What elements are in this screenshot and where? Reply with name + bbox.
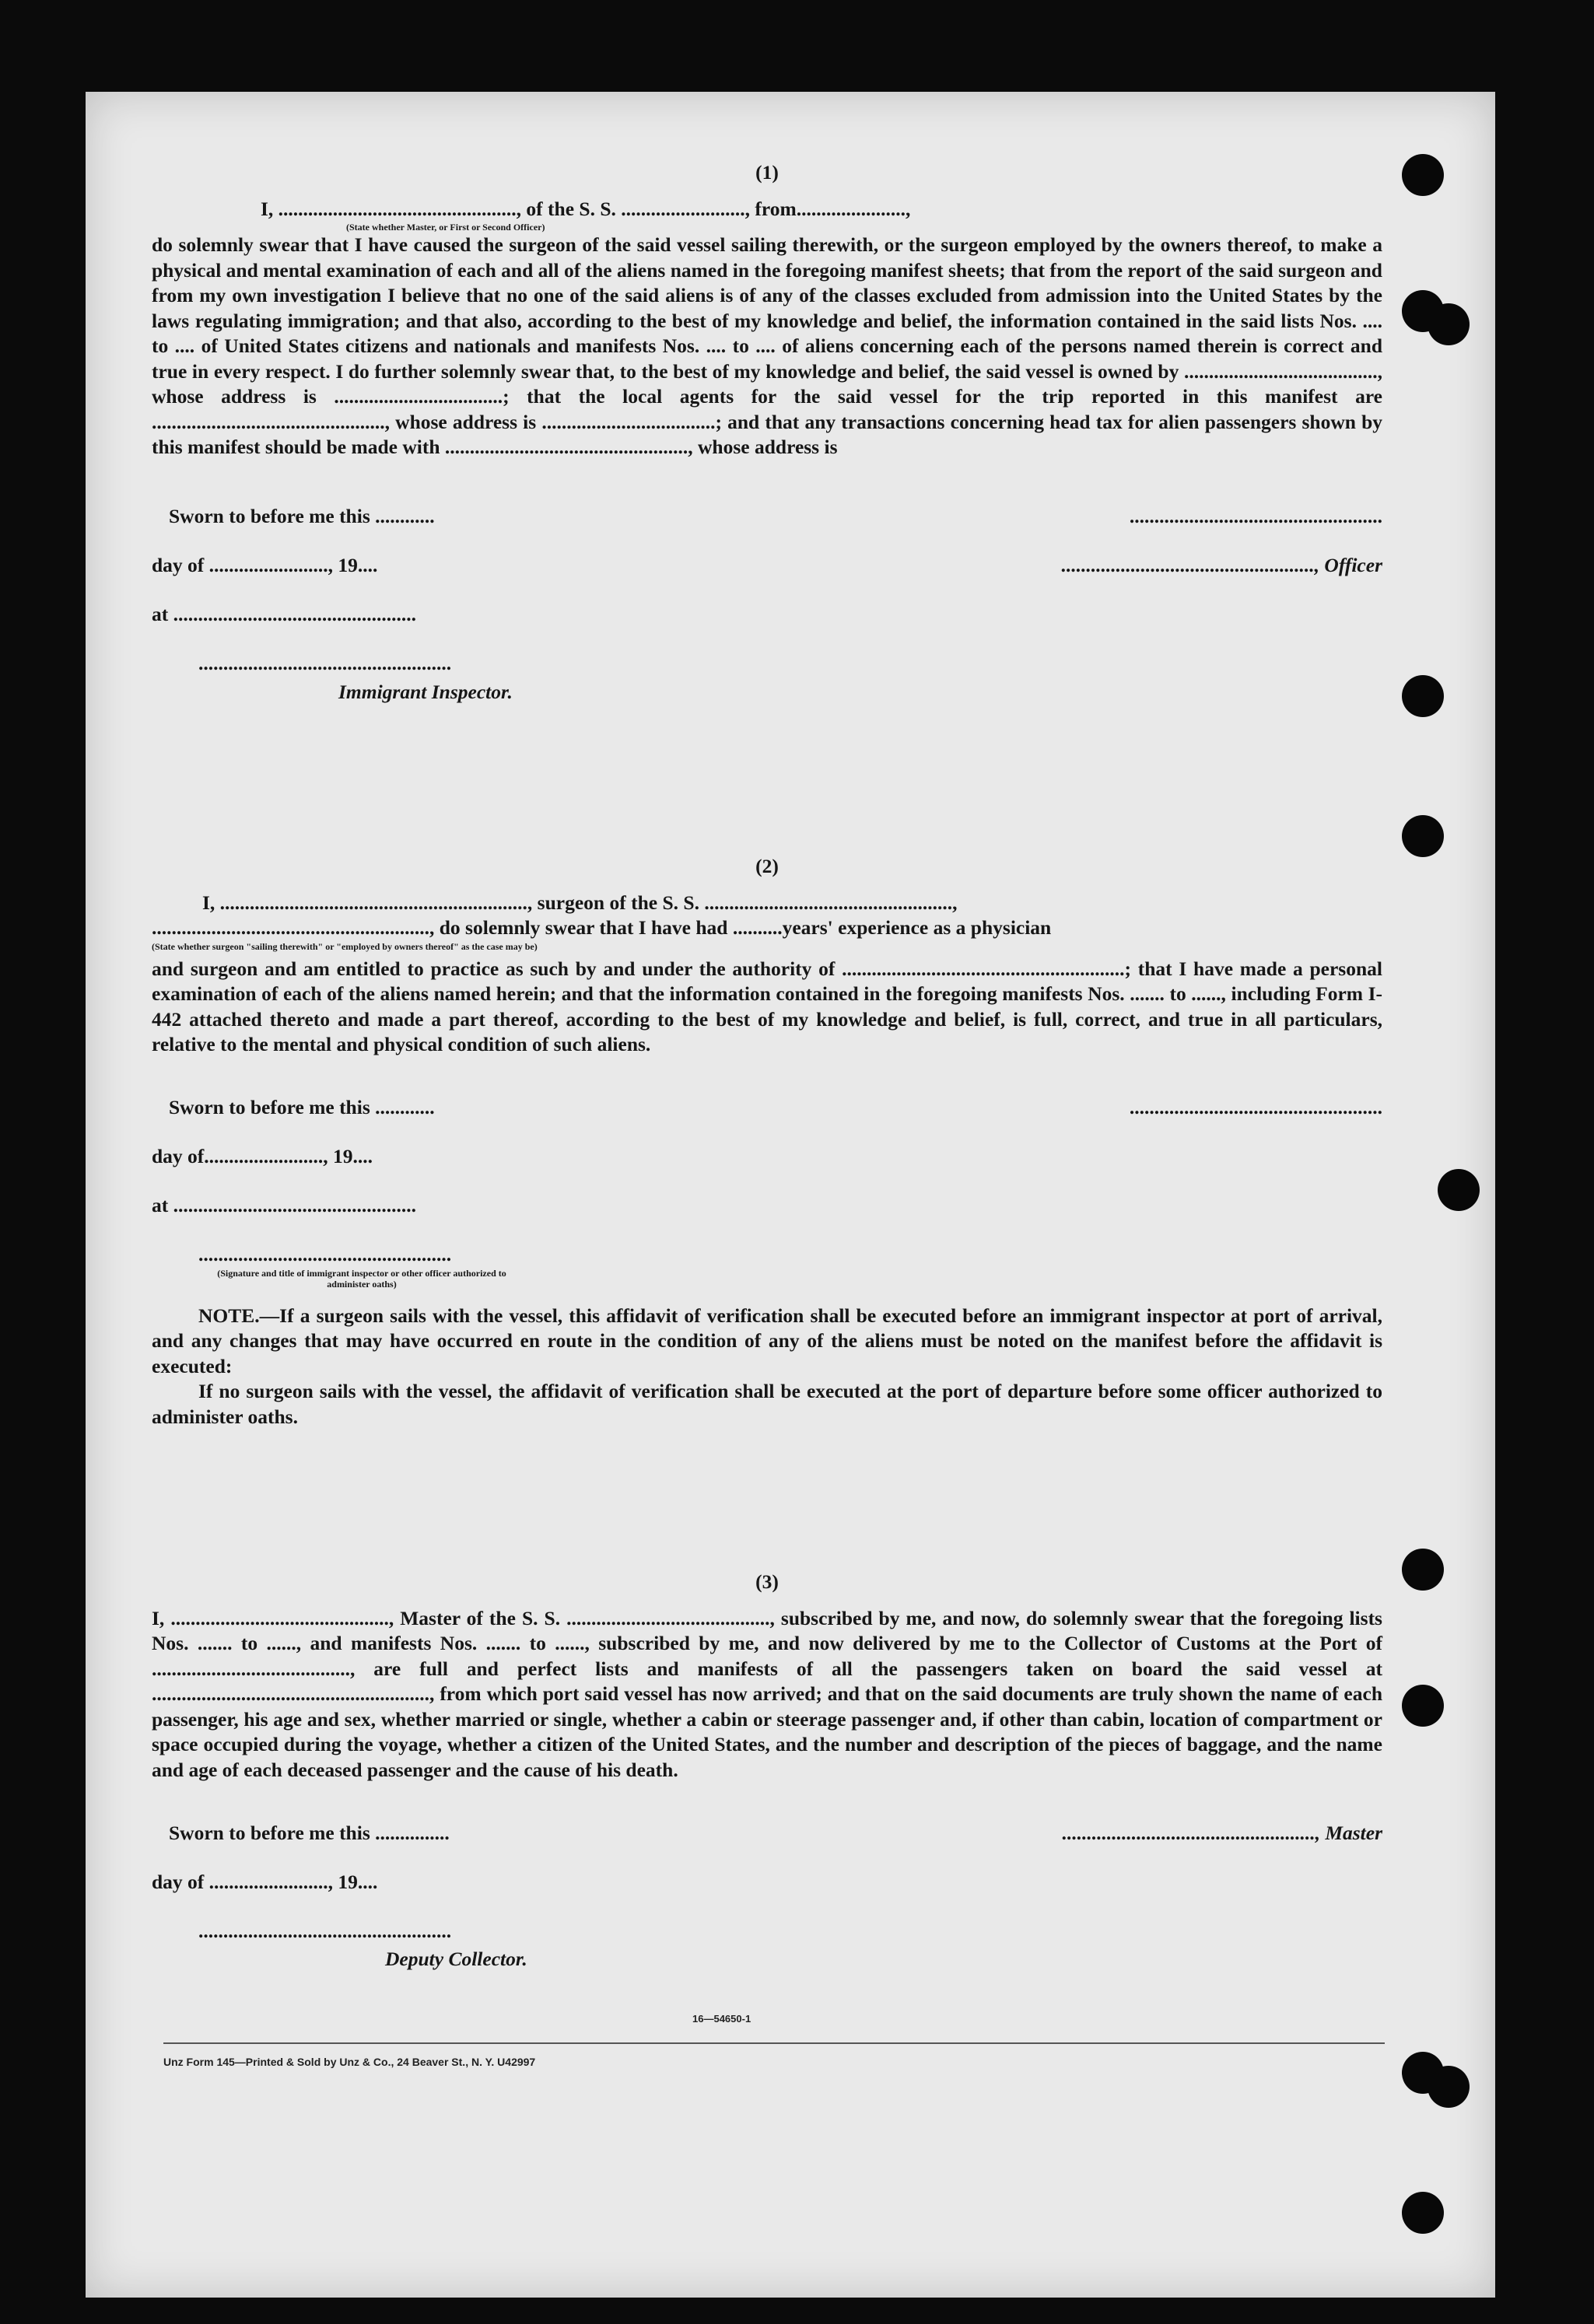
officer-blank-line: ................................................... <box>1129 505 1382 527</box>
binder-hole <box>1402 815 1444 857</box>
section-1-number: (1) <box>755 161 779 184</box>
section-3-body <box>152 1606 1382 1783</box>
section-1-line1-note: (State whether Master, or First or Second Officer) <box>346 222 545 233</box>
right-signature-line: ................................................... <box>1129 1096 1382 1118</box>
printer-footer: Unz Form 145—Printed & Sold by Unz & Co., 24 Beaver St., N. Y. U42997 <box>163 2056 536 2068</box>
signature-note: (Signature and title of immigrant inspector or other officer authorized to administer oaths) <box>217 1267 506 1290</box>
binder-hole <box>1402 1549 1444 1591</box>
footer-rule <box>163 2042 1385 2044</box>
officer-label: ..................................................., Officer <box>1061 554 1382 576</box>
collector-label: Deputy Collector. <box>385 1948 527 1970</box>
binder-hole <box>1402 2192 1444 2234</box>
form-code: 16—54650-1 <box>692 2013 751 2025</box>
signature-line: ................................................... <box>198 1243 452 1265</box>
sworn-label: Sworn to before me this ............... <box>169 1821 450 1844</box>
section-3-right <box>877 1797 1382 1972</box>
section-1-left <box>152 481 513 705</box>
inspector-signature-line: ................................................... <box>198 652 452 674</box>
collector-signature-line: ................................................... <box>198 1919 452 1942</box>
section-1-line1: I, ................................................, of the S. S. ........................., from......................, <box>261 197 911 220</box>
note-1: NOTE.—If a surgeon sails with the vessel, this affidavit of verification shall be executed before an immigrant inspector at port of arrival, and any changes that may have occurred en route in the condition of any of the aliens must be noted on the manifest before the affidavit is executed: <box>152 1304 1382 1377</box>
section-1-body <box>152 233 1382 460</box>
section-1-sworn <box>152 481 1382 705</box>
binder-hole <box>1428 303 1470 345</box>
section-3-left <box>152 1797 527 1972</box>
section-3-number: (3) <box>755 1570 779 1593</box>
section-3-sworn <box>152 1797 1382 1972</box>
binder-hole <box>1402 154 1444 196</box>
binder-hole <box>1402 675 1444 717</box>
sworn-label: Sworn to before me this ............ <box>169 1096 435 1118</box>
day-label: day of........................, 19.... <box>152 1145 373 1167</box>
section-2-number: (2) <box>755 855 779 877</box>
at-label: at ................................................. <box>152 603 416 625</box>
day-label: day of ........................, 19.... <box>152 1870 378 1893</box>
binder-hole <box>1438 1169 1480 1211</box>
section-2-sworn <box>152 1072 1382 1290</box>
binder-hole <box>1428 2066 1470 2108</box>
section-1-right <box>877 481 1382 705</box>
at-label: at ................................................. <box>152 1194 416 1216</box>
day-label: day of ........................, 19.... <box>152 554 378 576</box>
binder-hole <box>1402 1685 1444 1727</box>
inspector-label: Immigrant Inspector. <box>338 680 513 703</box>
section-2-right <box>877 1072 1382 1290</box>
section-2-body <box>152 957 1382 1058</box>
section-1 <box>152 160 1382 705</box>
section-2-paragraph: and surgeon and am entitled to practice as such by and under the authority of .........................................................; that I have made a personal examination of each of the aliens named herein; and that the information contained in the foregoing manifests Nos. ....... to ......, including Form I-442 attached thereto and made a part thereof, according to the best of my knowledge and belief, is full, correct, and true in all particulars, relative to the mental and physical condition of such aliens. <box>152 957 1382 1055</box>
sworn-label: Sworn to before me this ............ <box>169 505 435 527</box>
master-label: ..................................................., Master <box>1062 1821 1382 1844</box>
section-3-paragraph: I, ............................................, Master of the S. S. ........................................., subscribed by me, and now, do solemnly swear that the foregoing lists Nos. ....... to ......, and manifests Nos. ....... to ......, subscribed by me, and now delivered by me to the Collector of Customs at the Port of ........................................, are full and perfect lists and manifests of all the passengers taken on board the said vessel at ........................................................, from which port said vessel has now arrived; and that on the said documents are truly shown the name of each passenger, his age and sex, whether married or single, whether a cabin or steerage passenger and, if other than cabin, location of compartment or space occupied during the voyage, whether a citizen of the United States, and the number and description of the pieces of baggage, and the name and age of each deceased passenger and the cause of his death. <box>152 1606 1382 1781</box>
section-1-paragraph: do solemnly swear that I have caused the surgeon of the said vessel sailing therewith, or the surgeon employed by the owners thereof, to make a physical and mental examination of each and all of the aliens named in the foregoing manifest sheets; that from the report of the said surgeon and from my own investigation I believe that no one of the said aliens is of any of the classes excluded from admission into the United States by the laws regulating immigration; and that also, according to the best of my knowledge and belief, the information contained in the said lists Nos. .... to .... of United States citizens and nationals and manifests Nos. .... to .... of aliens concerning each of the persons named therein is correct and true in every respect. I do further solemnly swear that, to the best of my knowledge and belief, the said vessel is owned by ......................................., whose address is ..................................; that the local agents for the said vessel for the trip reported in this manifest are ..............................................., whose address is ...................................; and that any transactions concerning head tax for alien passengers shown by this manifest should be made with ................................................., whose address is <box>152 233 1382 458</box>
section-3 <box>152 1570 1382 1972</box>
section-2-line2: ........................................................, do solemnly swear that I have had ..........years' experience as a physician <box>152 916 1052 939</box>
section-2-line2-note: (State whether surgeon "sailing therewith" or "employed by owners thereof" as the case may be) <box>152 940 538 952</box>
section-2-left <box>152 1072 525 1290</box>
document-page <box>86 92 1495 2298</box>
section-2-line1: I, .............................................................., surgeon of the S. S. .................................................., <box>202 891 958 914</box>
note-2: If no surgeon sails with the vessel, the affidavit of verification shall be executed at the port of departure before some officer authorized to administer oaths. <box>152 1380 1382 1428</box>
section-2-notes <box>152 1304 1382 1430</box>
section-2 <box>152 854 1382 1430</box>
